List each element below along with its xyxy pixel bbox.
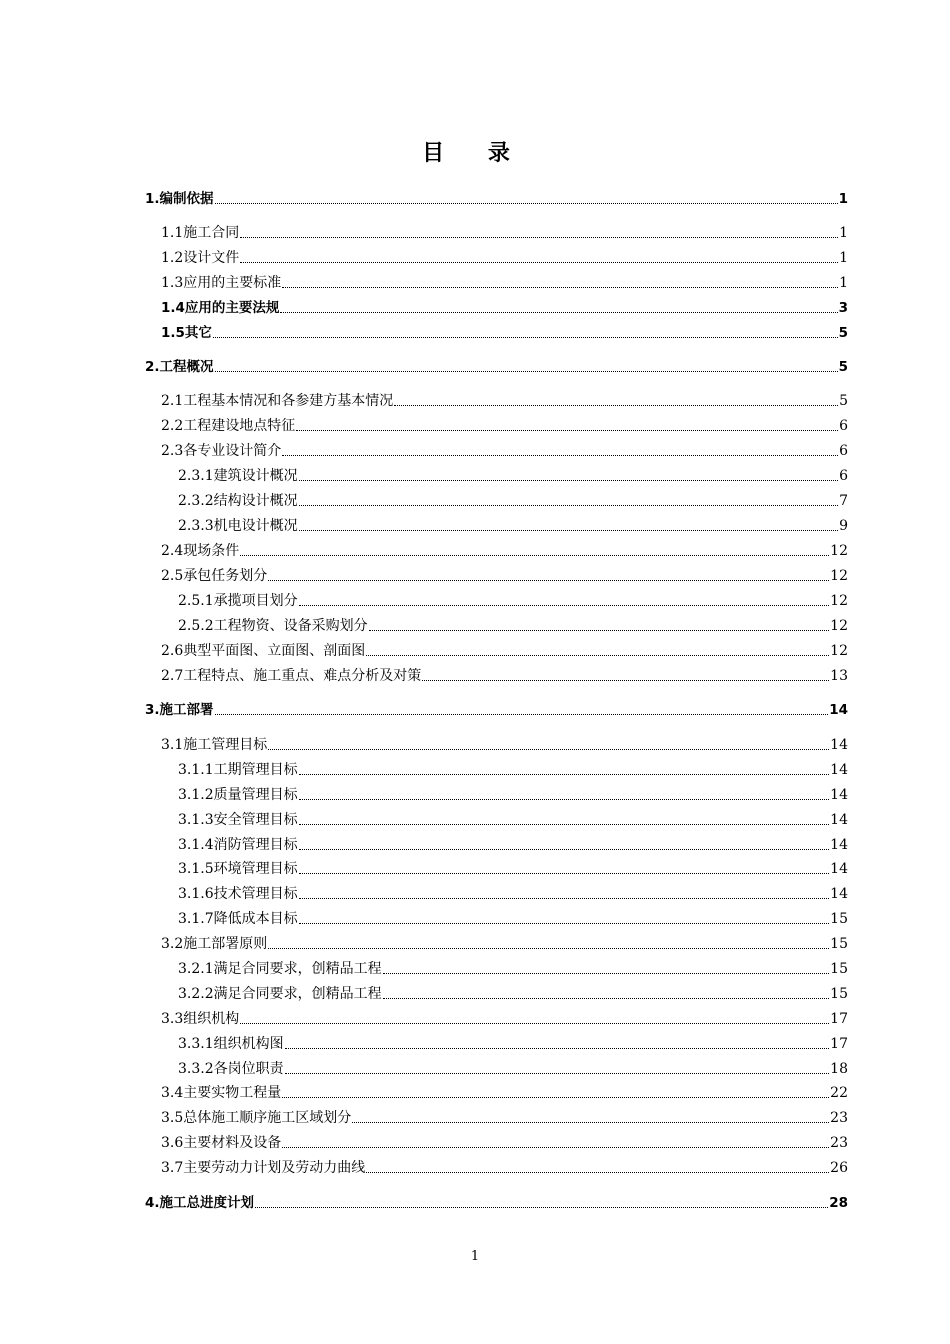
toc-entry[interactable] (178, 615, 848, 635)
toc-entry[interactable] (161, 322, 848, 342)
toc-entry-label: 4.施工总进度计划 (145, 1195, 255, 1211)
toc-entry-page-number: 23 (830, 1110, 848, 1126)
toc-entry-label: 3.6主要材料及设备 (161, 1135, 282, 1151)
toc-entry-label: 3.2施工部署原则 (161, 936, 268, 952)
toc-entry[interactable] (161, 222, 848, 242)
toc-entry-label: 3.2.2满足合同要求，创精品工程 (178, 986, 382, 1002)
toc-entry-page-number: 7 (839, 493, 848, 509)
toc-entry[interactable] (178, 1033, 848, 1053)
page-number: 1 (470, 1249, 480, 1264)
toc-leader-dots (299, 504, 838, 506)
toc-entry[interactable] (161, 1082, 848, 1102)
toc-entry-label: 2.3各专业设计简介 (161, 443, 282, 459)
toc-leader-dots (296, 429, 838, 431)
toc-entry-page-number: 15 (830, 936, 848, 952)
toc-entry-page-number: 12 (830, 593, 848, 609)
toc-leader-dots (240, 261, 838, 263)
toc-entry-label: 3.1.1工期管理目标 (178, 762, 298, 778)
toc-entry-label: 3.5总体施工顺序施工区域划分 (161, 1110, 352, 1126)
toc-leader-dots (394, 404, 838, 406)
toc-entry[interactable] (145, 1192, 848, 1212)
toc-leader-dots (268, 579, 829, 581)
toc-entry[interactable] (145, 356, 848, 376)
toc-leader-dots (299, 773, 830, 775)
toc-entry-page-number: 14 (830, 812, 848, 828)
toc-entry-page-number: 18 (830, 1061, 848, 1077)
toc-entry-label: 2.1工程基本情况和各参建方基本情况 (161, 393, 394, 409)
toc-entry-label: 2.2工程建设地点特征 (161, 418, 296, 434)
toc-entry-label: 2.5.2工程物资、设备采购划分 (178, 618, 368, 634)
toc-entry-page-number: 12 (830, 618, 848, 634)
toc-leader-dots (299, 872, 830, 874)
toc-entry-page-number: 15 (830, 911, 848, 927)
toc-entry-page-number: 5 (838, 359, 848, 375)
toc-entry[interactable] (161, 665, 848, 685)
toc-entry[interactable] (178, 490, 848, 510)
toc-entry[interactable] (161, 1008, 848, 1028)
toc-entry-page-number: 1 (838, 191, 848, 207)
toc-entry-page-number: 15 (830, 986, 848, 1002)
toc-entry-page-number: 23 (830, 1135, 848, 1151)
toc-entry-label: 3.1施工管理目标 (161, 737, 268, 753)
toc-entry-label: 3.4主要实物工程量 (161, 1085, 282, 1101)
toc-leader-dots (255, 1206, 828, 1208)
toc-entry-page-number: 14 (830, 861, 848, 877)
toc-entry[interactable] (161, 272, 848, 292)
toc-entry-label: 3.3组织机构 (161, 1011, 240, 1027)
toc-entry[interactable] (178, 809, 848, 829)
toc-entry-page-number: 12 (830, 543, 848, 559)
toc-leader-dots (369, 629, 830, 631)
page-title: 目 录 (422, 141, 528, 166)
toc-entry[interactable] (178, 983, 848, 1003)
toc-entry[interactable] (161, 247, 848, 267)
toc-entry-page-number: 6 (839, 468, 848, 484)
toc-leader-dots (299, 922, 830, 924)
toc-entry-label: 2.3.3机电设计概况 (178, 518, 298, 534)
toc-entry-page-number: 14 (830, 762, 848, 778)
toc-leader-dots (299, 848, 830, 850)
toc-entry[interactable] (145, 699, 848, 719)
toc-entry-label: 2.5.1承揽项目划分 (178, 593, 298, 609)
toc-leader-dots (299, 798, 830, 800)
toc-entry-label: 1.5其它 (161, 325, 212, 341)
toc-leader-dots (299, 529, 838, 531)
toc-entry-page-number: 5 (839, 393, 848, 409)
toc-entry[interactable] (178, 465, 848, 485)
toc-leader-dots (280, 311, 837, 313)
toc-entry[interactable] (178, 1058, 848, 1078)
toc-entry-page-number: 12 (830, 643, 848, 659)
toc-entry[interactable] (178, 883, 848, 903)
toc-entry-label: 1.1施工合同 (161, 225, 240, 241)
toc-entry[interactable] (161, 415, 848, 435)
toc-leader-dots (299, 604, 830, 606)
toc-entry[interactable] (178, 784, 848, 804)
toc-entry-page-number: 14 (830, 837, 848, 853)
toc-entry-label: 2.6典型平面图、立面图、剖面图 (161, 643, 366, 659)
toc-entry-page-number: 17 (830, 1011, 848, 1027)
toc-entry[interactable] (161, 933, 848, 953)
toc-leader-dots (268, 748, 829, 750)
toc-entry-label: 1.4应用的主要法规 (161, 300, 280, 316)
toc-entry-label: 3.1.2质量管理目标 (178, 787, 298, 803)
toc-leader-dots (282, 286, 838, 288)
toc-leader-dots (215, 370, 838, 372)
toc-entry[interactable] (178, 515, 848, 535)
toc-entry-page-number: 14 (830, 886, 848, 902)
toc-entry-label: 2.4现场条件 (161, 543, 240, 559)
toc-leader-dots (366, 654, 829, 656)
toc-entry[interactable] (178, 834, 848, 854)
toc-entry[interactable] (161, 440, 848, 460)
toc-entry-label: 3.7主要劳动力计划及劳动力曲线 (161, 1160, 366, 1176)
toc-leader-dots (282, 1146, 829, 1148)
toc-entry-label: 3.1.6技术管理目标 (178, 886, 298, 902)
toc-entry-page-number: 3 (838, 300, 848, 316)
toc-entry-page-number: 14 (830, 737, 848, 753)
toc-entry-label: 2.7工程特点、施工重点、难点分析及对策 (161, 668, 422, 684)
toc-entry-page-number: 1 (839, 225, 848, 241)
toc-entry-page-number: 17 (830, 1036, 848, 1052)
toc-entry-label: 3.1.5环境管理目标 (178, 861, 298, 877)
toc-leader-dots (240, 554, 829, 556)
toc-leader-dots (213, 336, 838, 338)
toc-entry-page-number: 6 (839, 418, 848, 434)
toc-entry[interactable] (161, 1132, 848, 1152)
toc-leader-dots (215, 202, 838, 204)
toc-leader-dots (366, 1171, 829, 1173)
toc-entry[interactable] (178, 958, 848, 978)
toc-entry[interactable] (161, 390, 848, 410)
toc-entry-page-number: 14 (829, 702, 848, 718)
toc-entry-page-number: 14 (830, 787, 848, 803)
toc-entry-label: 3.2.1满足合同要求，创精品工程 (178, 961, 382, 977)
toc-leader-dots (352, 1121, 829, 1123)
toc-leader-dots (299, 823, 830, 825)
toc-entry-page-number: 13 (830, 668, 848, 684)
toc-leader-dots (285, 1072, 830, 1074)
toc-entry-page-number: 22 (830, 1085, 848, 1101)
toc-leader-dots (299, 897, 830, 899)
toc-entry-label: 3.1.4消防管理目标 (178, 837, 298, 853)
toc-entry[interactable] (161, 297, 848, 317)
toc-entry-label: 3.1.3安全管理目标 (178, 812, 298, 828)
toc-entry-page-number: 6 (839, 443, 848, 459)
toc-entry-page-number: 12 (830, 568, 848, 584)
toc-entry-label: 3.3.1组织机构图 (178, 1036, 284, 1052)
toc-entry[interactable] (161, 540, 848, 560)
toc-entry-label: 2.工程概况 (145, 359, 214, 375)
toc-entry-label: 2.5承包任务划分 (161, 568, 268, 584)
toc-leader-dots (240, 1022, 829, 1024)
toc-entry[interactable] (178, 858, 848, 878)
toc-entry-label: 3.1.7降低成本目标 (178, 911, 298, 927)
toc-entry-label: 1.3应用的主要标准 (161, 275, 282, 291)
toc-entry[interactable] (178, 590, 848, 610)
toc-entry-page-number: 5 (838, 325, 848, 341)
toc-entry[interactable] (161, 1107, 848, 1127)
toc-leader-dots (282, 454, 838, 456)
toc-leader-dots (299, 479, 838, 481)
toc-entry[interactable] (161, 1157, 848, 1177)
toc-entry-page-number: 26 (830, 1160, 848, 1176)
toc-entry-page-number: 1 (839, 250, 848, 266)
toc-entry-page-number: 15 (830, 961, 848, 977)
toc-entry[interactable] (161, 565, 848, 585)
toc-entry-page-number: 9 (839, 518, 848, 534)
toc-leader-dots (383, 972, 830, 974)
toc-leader-dots (383, 997, 830, 999)
toc-entry-label: 3.施工部署 (145, 702, 214, 718)
toc-leader-dots (215, 713, 829, 715)
toc-entry-label: 3.3.2各岗位职责 (178, 1061, 284, 1077)
toc-leader-dots (282, 1096, 829, 1098)
toc-entry-page-number: 1 (839, 275, 848, 291)
toc-entry[interactable] (178, 908, 848, 928)
toc-entry-label: 2.3.1建筑设计概况 (178, 468, 298, 484)
toc-entry-label: 2.3.2结构设计概况 (178, 493, 298, 509)
toc-entry[interactable] (178, 759, 848, 779)
toc-entry[interactable] (145, 188, 848, 208)
toc-leader-dots (240, 236, 838, 238)
toc-leader-dots (268, 947, 829, 949)
toc-entry-label: 1.编制依据 (145, 191, 214, 207)
toc-leader-dots (285, 1047, 830, 1049)
toc-entry-label: 1.2设计文件 (161, 250, 240, 266)
toc-leader-dots (422, 679, 829, 681)
toc-entry-page-number: 28 (829, 1195, 848, 1211)
toc-entry[interactable] (161, 734, 848, 754)
toc-entry[interactable] (161, 640, 848, 660)
